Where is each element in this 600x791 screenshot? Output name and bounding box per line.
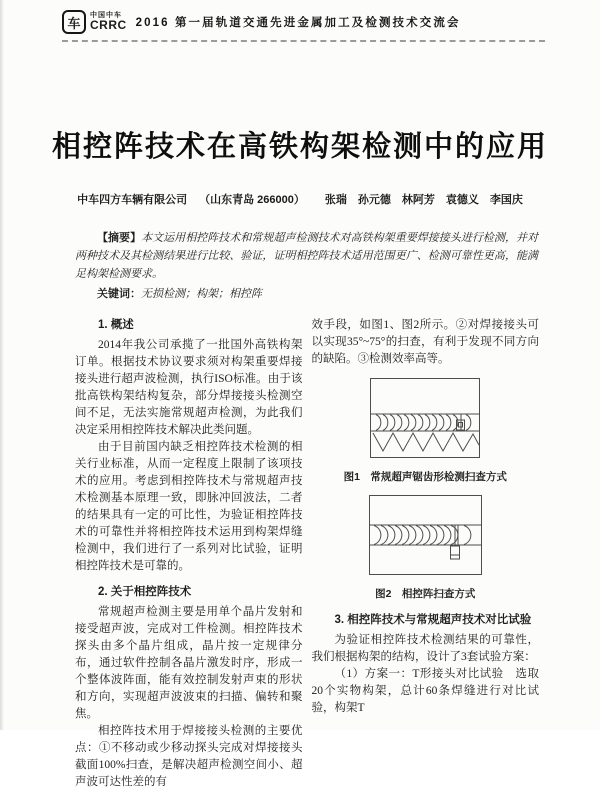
section3-heading: 3. 相控阵技术与常规超声技术对比试验: [334, 614, 532, 626]
conference-title: 2016 第一届轨道交通先进金属加工及检测技术交流会: [135, 17, 461, 29]
abstract-text: 本文运用相控阵技术和常规超声检测技术对高铁构架重要焊接接头进行检测，并对两种技术及其检测结果进行比较、验证，证明相控阵技术适用范围更广、检测可靠性更高，能满足构架检测要求。: [75, 232, 539, 280]
author-affiliation: 中车四方车辆有限公司: [77, 194, 188, 206]
crrc-logo-chinese: 中国中车: [90, 12, 122, 20]
section2-continuation: 效手段，如图1、图2所示。②对焊接接头可以实现35°~75°的扫查，有利于发现不同方向的缺陷。③检测效率高等。: [311, 319, 539, 365]
abstract-paragraph: [75, 229, 538, 283]
section1-heading: 1. 概述: [98, 319, 134, 331]
abstract-label: 【摘要】: [97, 232, 142, 244]
figure1-sawtooth-scan-diagram: [370, 378, 480, 458]
keywords-text: 无损检测；构架；相控阵: [141, 288, 262, 300]
article-title: 相控阵技术在高铁构架检测中的应用: [51, 131, 548, 163]
left-column: [75, 317, 303, 788]
section3-paragraph-1: 为验证相控阵技术检测结果的可靠性，我们根据构架的结构，设计了3套试验方案：: [311, 634, 539, 663]
section2-paragraph-1: 常规超声检测主要是用单个晶片发射和接受超声波，完成对工件检测。相控阵技术探头由多个晶片组成，晶片按一定规律分布，通过软件控制各晶片激发时序，形成一个整体波阵面，能有效控制发射声束的形状和方向，实现超声波波束的扫描、偏转和聚焦。: [75, 606, 303, 720]
keywords-label: 关键词：: [97, 288, 141, 300]
crrc-logo: [62, 10, 127, 34]
affiliation-location: （山东青岛 266000）: [199, 194, 305, 206]
figure2-phased-array-scan-diagram: [369, 495, 482, 575]
figure1: [312, 378, 540, 484]
keywords-line: [75, 285, 538, 303]
abstract-block: [75, 229, 538, 303]
crrc-logo-icon: 车: [62, 10, 86, 34]
right-column: [312, 317, 540, 730]
crrc-logo-wordmark: [90, 12, 127, 32]
section1-paragraph-1: 2014年我公司承揽了一批国外高铁构架订单。根据技术协议要求须对构架重要焊接接头进行超声波检测，执行ISO标准。由于该批高铁构架结构复杂，部分焊接接头检测空间不足，无法实施常规超声检测，为此我们决定采用相控阵技术解决此类问题。: [75, 339, 303, 436]
figure2: [312, 495, 540, 601]
section2-heading: 2. 关于相控阵技术: [98, 586, 192, 598]
figure2-caption: 图2 相控阵扫查方式: [375, 588, 476, 600]
conference-header: [62, 10, 545, 42]
byline: [30, 191, 570, 207]
body-columns: [75, 317, 539, 788]
section2-paragraph-2: 相控阵技术用于焊接接头检测的主要优点：①不移动或少移动探头完成对焊接接头截面100%扫查，是解决超声检测空间小、超声波可达性差的有: [75, 725, 303, 788]
author-names: 张瑞 孙元德 林阿芳 袁德义 李国庆: [324, 194, 523, 206]
section1-paragraph-2: 由于目前国内缺乏相控阵技术检测的相关行业标准，从而一定程度上限制了该项技术的应用。考虑到相控阵技术与常规超声技术检测基本原理一致，即脉冲回波法，二者的结果具有一定的可比性，为验证相控阵技术的可靠性并将相控阵技术运用到构架焊缝检测中，我们进行了一系列对比试验，证明相控阵技术是可靠的。: [75, 441, 303, 572]
figure1-caption: 图1 常规超声锯齿形检测扫查方式: [343, 471, 507, 483]
crrc-logo-latin: CRRC: [90, 18, 127, 33]
section3-paragraph-2: （1）方案一：T形接头对比试验 选取20个实物构架，总计60条焊缝进行对比试验，构架T: [311, 668, 539, 714]
